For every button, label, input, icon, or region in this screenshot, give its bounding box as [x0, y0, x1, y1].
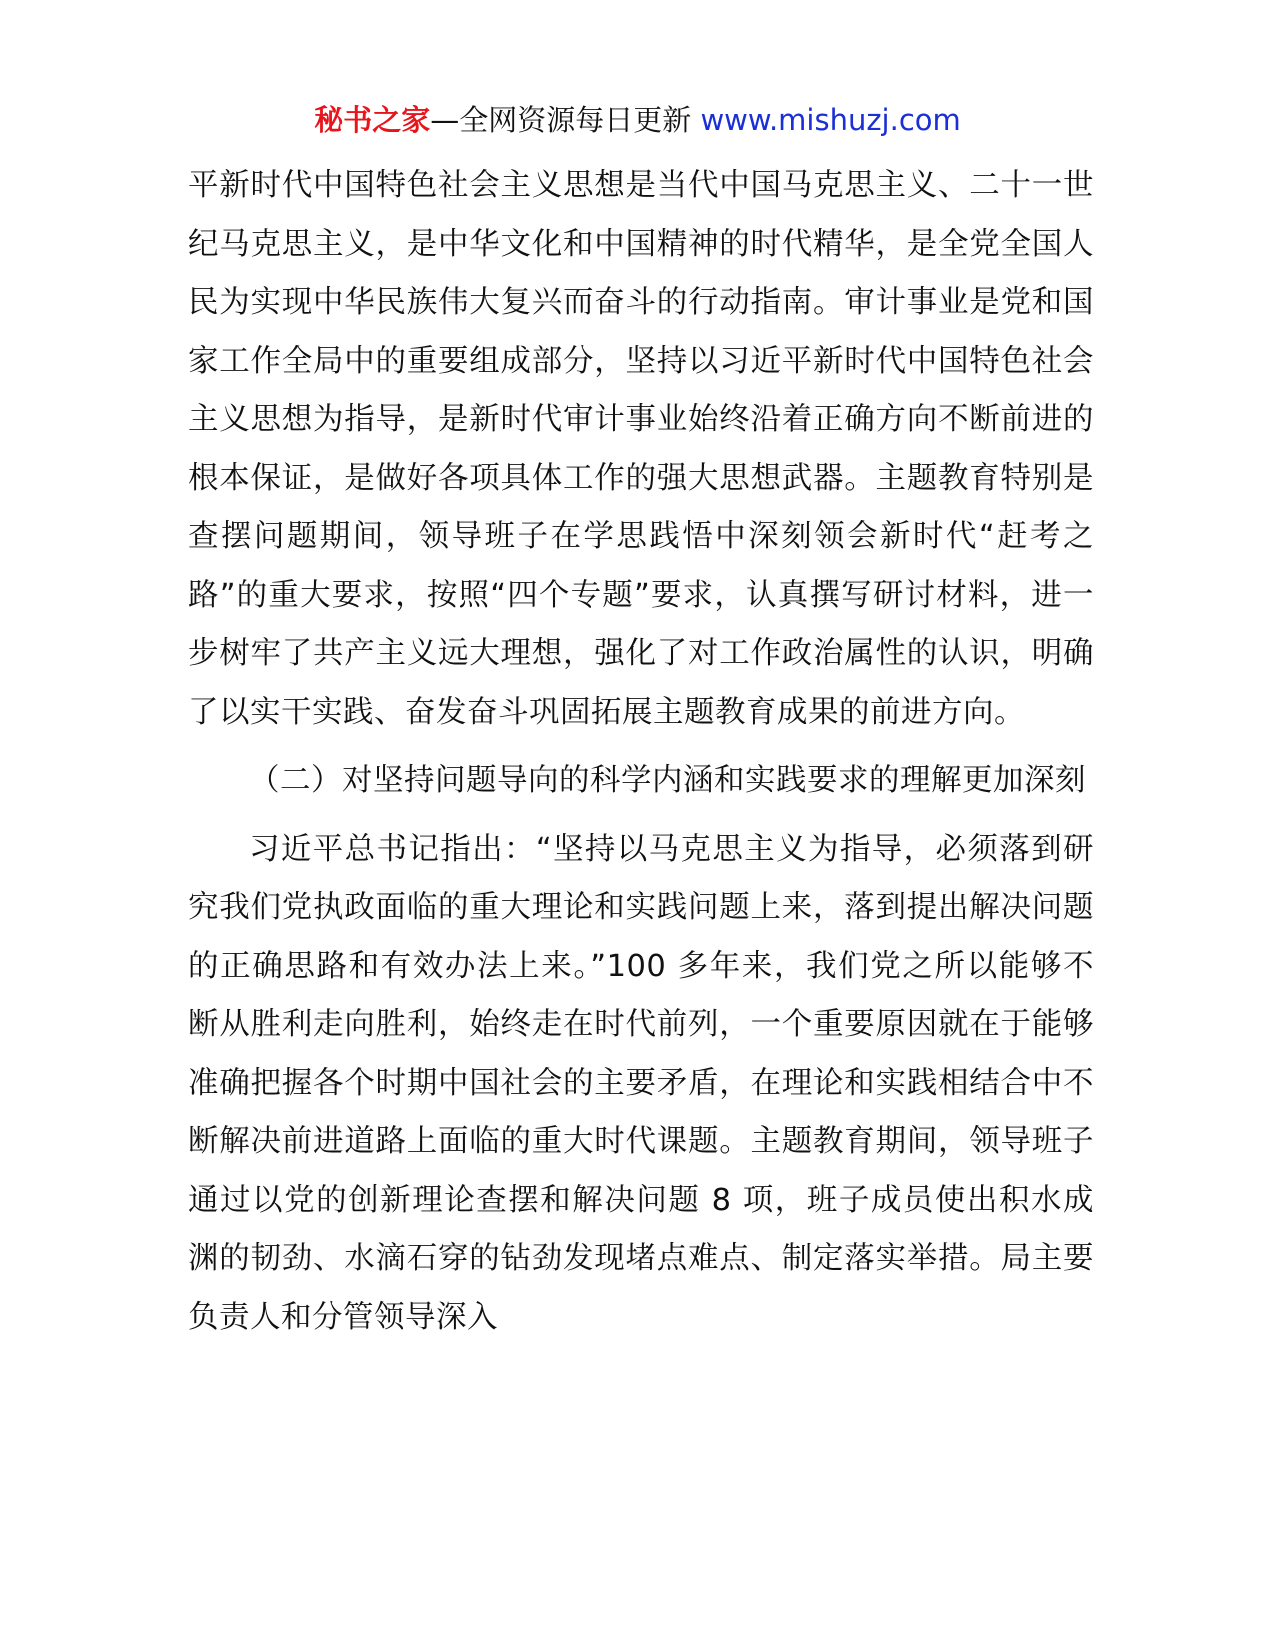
site-url-link[interactable]: www.mishuzj.com	[700, 103, 961, 137]
brand-name: 秘书之家	[314, 103, 431, 137]
page-header	[0, 100, 1275, 140]
section-heading: （二）对坚持问题导向的科学内涵和实践要求的理解更加深刻	[249, 763, 1086, 798]
paragraph-continued: 平新时代中国特色社会主义思想是当代中国马克思主义、二十一世纪马克思主义，是中华文化和中国精神的时代精华，是全党全国人民为实现中华民族伟大复兴而奋斗的行动指南。审计事业是党和国家工作全局中的重要组成部分，坚持以习近平新时代中国特色社会主义思想为指导，是新时代审计事业始终沿着正确方向不断前进的根本保证，是做好各项具体工作的强大思想武器。主题教育特别是查摆问题期间，领导班子在学思践悟中深刻领会新时代“赶考之路”的重大要求，按照“四个专题”要求，认真撰写研讨材料，进一步树牢了共产主义远大理想，强化了对工作政治属性的认识，明确了以实干实践、奋发奋斗巩固拓展主题教育成果的前进方向。	[188, 168, 1094, 730]
paragraph-body: 习近平总书记指出：“坚持以马克思主义为指导，必须落到研究我们党执政面临的重大理论和实践问题上来，落到提出解决问题的正确思路和有效办法上来。”100 多年来，我们党之所以能够不断从胜利走向胜利，始终走在时代前列，一个重要原因就在于能够准确把握各个时期中国社会的主要矛盾，在理论和实践相结合中不断解决前进道路上面临的重大时代课题。主题教育期间，领导班子通过以党的创新理论查摆和解决问题 8 项，班子成员使出积水成渊的韧劲、水滴石穿的钻劲发现堵点难点、制定落实举措。局主要负责人和分管领导深入	[188, 831, 1094, 1335]
document-body	[188, 157, 1094, 1347]
header-tagline: —全网资源每日更新	[430, 103, 692, 137]
